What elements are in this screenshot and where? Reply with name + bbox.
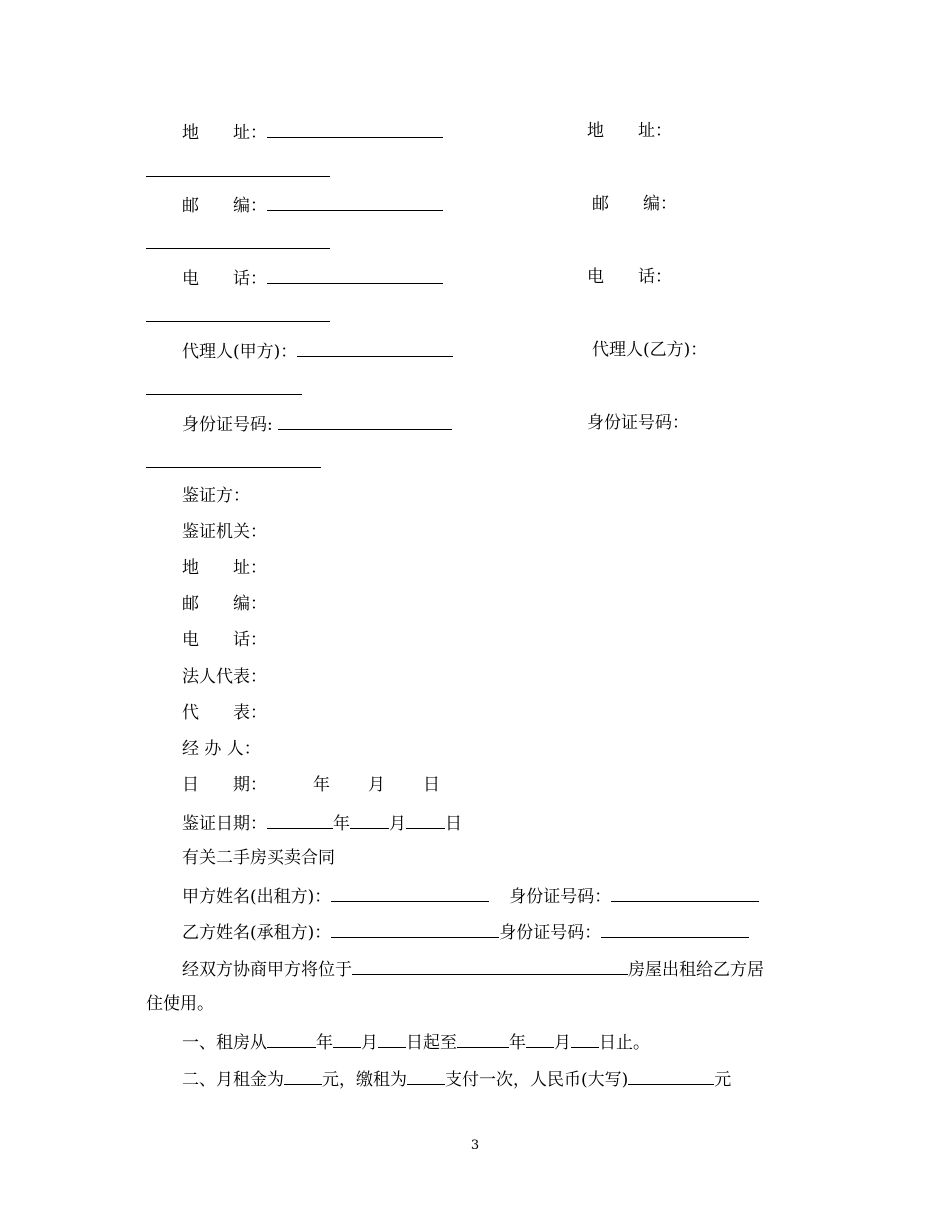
blank-line	[267, 811, 333, 829]
party-b-postcode-label: 邮 编：	[592, 194, 677, 214]
blank-line	[267, 1030, 316, 1048]
party-b-row: 乙方姓名(承租方)： 身份证号码：	[182, 920, 749, 944]
party-a-agent: 代理人(甲方)：	[182, 339, 453, 363]
page-number: 3	[470, 1138, 480, 1153]
verifier-agency: 鉴证机关：	[182, 522, 267, 542]
party-b-id-label: 身份证号码：	[587, 413, 689, 433]
blank-line	[278, 412, 452, 430]
blank-line	[628, 1067, 714, 1085]
blank-line	[146, 321, 330, 322]
blank-line	[406, 811, 445, 829]
party-b-phone-label: 电 话：	[587, 267, 672, 287]
party-b-address-label: 地 址：	[587, 121, 672, 141]
blank-line	[331, 884, 489, 902]
party-a-address: 地 址：	[182, 120, 443, 144]
verifier-address: 地 址：	[182, 558, 267, 578]
party-a-row: 甲方姓名(出租方)： 身份证号码：	[182, 884, 759, 908]
blank-line	[350, 811, 389, 829]
blank-line	[146, 176, 330, 177]
blank-line	[407, 1067, 445, 1085]
verifier-date: 日 期： 年 月 日	[182, 775, 440, 795]
party-a-postcode: 邮 编：	[182, 193, 443, 217]
blank-line	[267, 266, 443, 284]
clause-2: 二、月租金为 元，缴租为 支付一次，人民币(大写) 元	[182, 1067, 731, 1091]
blank-line	[333, 1030, 361, 1048]
party-a-id: 身份证号码:	[182, 412, 452, 436]
blank-line	[611, 884, 759, 902]
blank-line	[267, 120, 443, 138]
blank-line	[297, 339, 453, 357]
party-b-agent-label: 代理人(乙方)：	[592, 340, 708, 360]
clause-1: 一、租房从 年 月 日起至 年 月 日止。	[182, 1030, 650, 1054]
blank-line	[571, 1030, 599, 1048]
blank-line	[284, 1067, 322, 1085]
blank-line	[146, 248, 330, 249]
blank-line	[457, 1030, 509, 1048]
verifier-rep: 代 表：	[182, 703, 267, 723]
verify-date: 鉴证日期： 年 月 日	[182, 811, 462, 835]
blank-line	[526, 1030, 554, 1048]
verifier-postcode: 邮 编：	[182, 594, 267, 614]
verifier-title: 鉴证方：	[182, 486, 250, 506]
verifier-legal-rep: 法人代表：	[182, 667, 267, 687]
blank-line	[601, 920, 749, 938]
verifier-phone: 电 话：	[182, 630, 267, 650]
blank-line	[146, 394, 302, 395]
blank-line	[352, 957, 628, 975]
contract-title: 有关二手房买卖合同	[182, 848, 335, 868]
blank-line	[378, 1030, 406, 1048]
blank-line	[267, 193, 443, 211]
clause-intro: 经双方协商甲方将位于 房屋出租给乙方居	[182, 957, 764, 981]
party-a-phone: 电 话：	[182, 266, 443, 290]
blank-line	[146, 467, 321, 468]
clause-intro-cont: 住使用。	[146, 994, 214, 1014]
verifier-handler: 经 办 人：	[182, 739, 261, 759]
blank-line	[331, 920, 499, 938]
